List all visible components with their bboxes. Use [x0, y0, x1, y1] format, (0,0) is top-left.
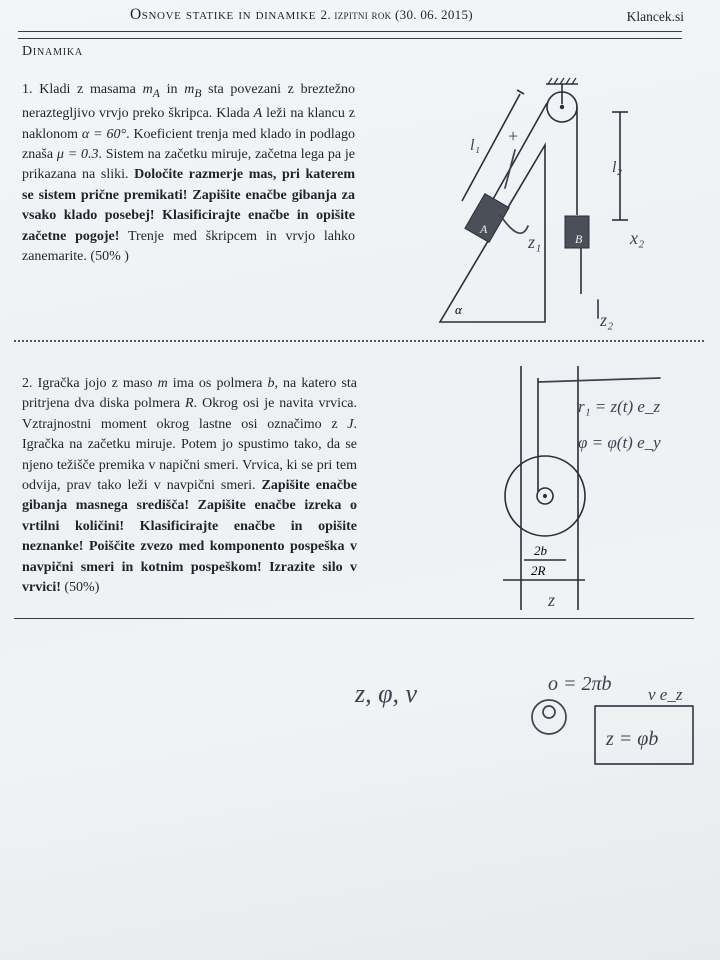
- site-name: Klancek.si: [626, 9, 684, 24]
- arrow-plus: [505, 150, 515, 188]
- pulley-axle: [560, 105, 564, 109]
- arrow-z1: [500, 215, 528, 233]
- hand-ceiling: [538, 378, 660, 382]
- hand-eq-1: r₁ = z(t) e_z: [578, 397, 661, 416]
- hand-ez: v e_z: [648, 685, 683, 704]
- label-2b: 2b: [534, 543, 547, 558]
- label-b: B: [575, 232, 583, 246]
- hand-plus: +: [508, 126, 519, 146]
- hand-eq-box: z = φb: [606, 728, 659, 750]
- hand-l1: l₁: [470, 137, 481, 154]
- hand-vars: z, φ, v: [355, 679, 418, 708]
- hand-z: z: [548, 590, 556, 610]
- label-alpha: α: [455, 302, 462, 317]
- hand-eq-2: φ = φ(t) e_y: [578, 433, 661, 452]
- hand-z1: z₁: [528, 232, 542, 252]
- hand-circle: [532, 700, 566, 734]
- label-a: A: [480, 222, 488, 236]
- figure-yoyo: [503, 366, 661, 610]
- hand-l2: l₂: [612, 159, 623, 176]
- hand-eq-top: o = 2πb: [548, 673, 612, 695]
- exam-title: Osnove statike in dinamike 2. izpitni rok (30. 06. 2015): [130, 6, 473, 23]
- yoyo-center: [543, 494, 547, 498]
- ceiling-hatch: [548, 78, 576, 84]
- problem-1-text: 1. Kladi z masama $m_A$ in $m_B$ sta povezani z breztežno neraztegljivo vrvjo preko škripca. Klada A leži na klancu z naklonom α = 60°. Koeficient trenja med klado in podlago znaša μ = 0.3. Sistem na začetku miruje, začetna lega pa je prikazana na sliki. Določite razmerje mas, pri katerem se sistem prične premikati! Zapišite enačbe gibanja za vsako klado posebej! Klasificirajte enačbe in opišite začetne pogoje! Trenje med škripcem in vrvjo lahko zanemarite. (50% ): [22, 82, 356, 265]
- handwritten-notes: [354, 673, 693, 764]
- hand-z2: z₂: [600, 310, 614, 330]
- hand-x2: x₂: [630, 228, 645, 248]
- figure-incline: [440, 78, 644, 330]
- rope-a: [492, 103, 547, 201]
- exam-date: 2. izpitni rok (30. 06. 2015): [320, 7, 473, 22]
- label-2R: 2R: [531, 563, 546, 578]
- problem-2-text: 2. Igračka jojo z maso m ima os polmera b, na katero sta pritrjena dva diska polmera R. Okrog osi je navita vrvica. Vztrajnostni moment okrog lastne osi označimo z J. Igračka na začetku miruje. Potem jo spustimo tako, da se njeno težišče premika v napični smeri. Vrvica, ki se pri tem odvija, prav tako leži v navpični smeri. Zapišite enačbe gibanja masnega središča! Zapišite enačbe izreka o vrtilni količini! Klasificirajte enačbe in opišite neznanke! Poiščite zvezo med komponento pospeška v navpični smeri in kotnim pospeškom! Izrazite silo v vrvici! (50%): [22, 376, 358, 596]
- section-heading: Dinamika: [22, 44, 83, 59]
